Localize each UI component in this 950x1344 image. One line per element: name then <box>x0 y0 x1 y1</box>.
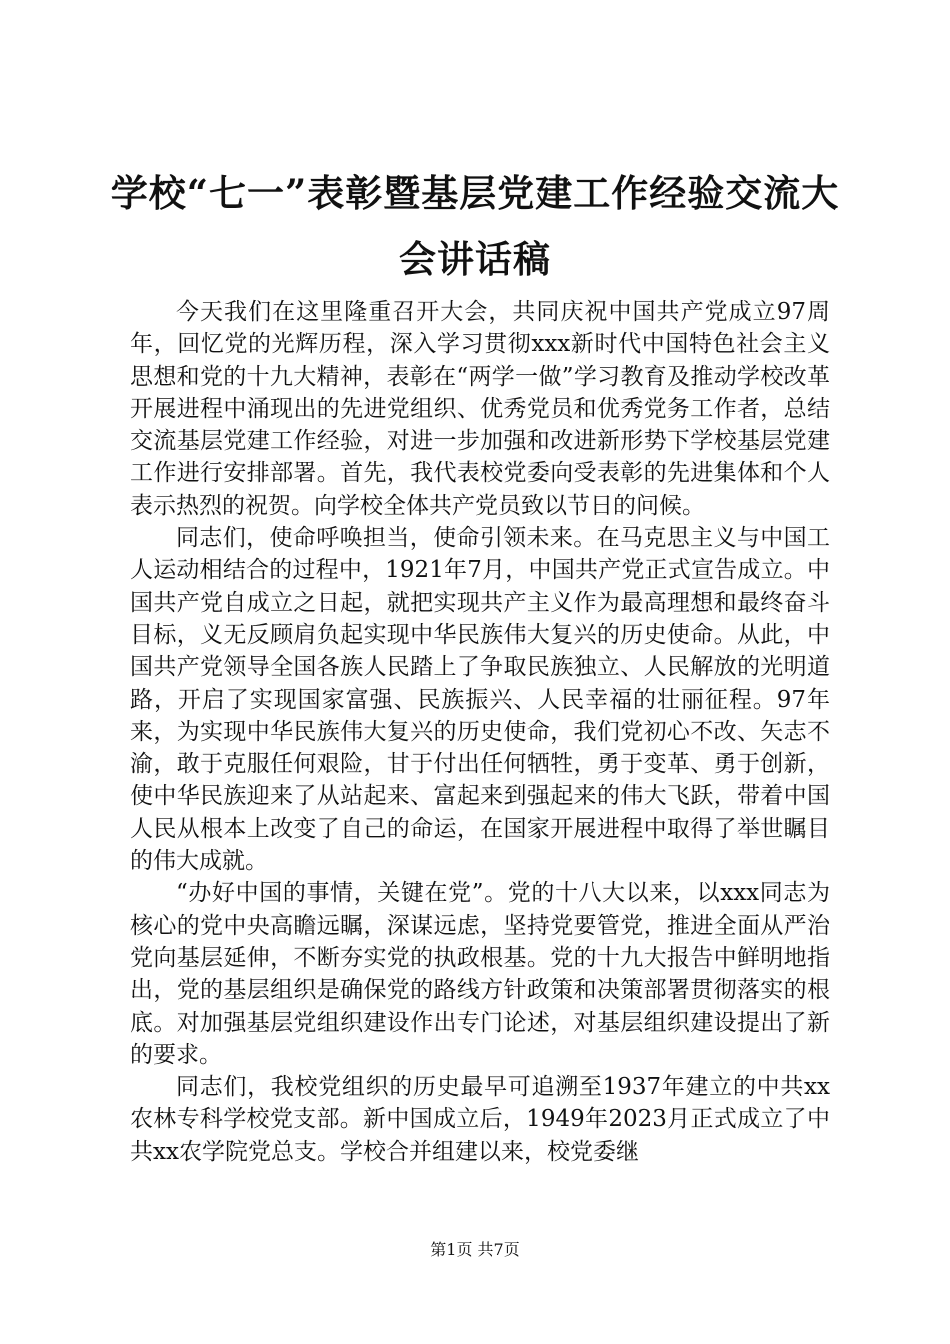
paragraph: 同志们，我校党组织的历史最早可追溯至1937年建立的中共xx农林专科学校党支部。新中国成立后，1949年2023月正式成立了中共xx农学院党总支。学校合并组建以来，校党委继 <box>130 1074 830 1165</box>
title-line-2: 会讲话稿 <box>399 237 551 281</box>
paragraph: 今天我们在这里隆重召开大会，共同庆祝中国共产党成立97周年，回忆党的光辉历程，深入学习贯彻xxx新时代中国特色社会主义思想和党的十九大精神，表彰在“两学一做”学习教育及推动学校改革开展进程中涌现出的先进党组织、优秀党员和优秀党务工作者，总结交流基层党建工作经验，对进一步加强和改进新形势下学校基层党建工作进行安排部署。首先，我代表校党委向受表彰的先进集体和个人表示热烈的祝贺。向学校全体共产党员致以节日的问候。 <box>130 299 830 519</box>
title-line-1: 学校“七一”表彰暨基层党建工作经验交流大 <box>110 171 840 215</box>
paragraph: 同志们，使命呼唤担当，使命引领未来。在马克思主义与中国工人运动相结合的过程中，1921年7月，中国共产党正式宣告成立。中国共产党自成立之日起，就把实现共产主义作为最高理想和最终奋斗目标，义无反顾肩负起实现中华民族伟大复兴的历史使命。从此，中国共产党领导全国各族人民踏上了争取民族独立、人民解放的光明道路，开启了实现国家富强、民族振兴、人民幸福的壮丽征程。97年来，为实现中华民族伟大复兴的历史使命，我们党初心不改、矢志不渝，敢于克服任何艰险，甘于付出任何牺牲，勇于变革、勇于创新，使中华民族迎来了从站起来、富起来到强起来的伟大飞跃，带着中国人民从根本上改变了自己的命运，在国家开展进程中取得了举世瞩目的伟大成就。 <box>130 525 830 875</box>
page-number-footer: 第1页 共7页 <box>430 1240 520 1259</box>
document-body <box>130 296 830 1186</box>
paragraph: “办好中国的事情，关键在党”。党的十八大以来，以xxx同志为核心的党中央高瞻远瞩，深谋远虑，坚持党要管党，推进全面从严治党向基层延伸，不断夯实党的执政根基。党的十九大报告中鲜明地指出，党的基层组织是确保党的路线方针政策和决策部署贯彻落实的根底。对加强基层党组织建设作出专门论述，对基层组织建设提出了新的要求。 <box>130 880 830 1068</box>
document-title <box>110 160 840 292</box>
